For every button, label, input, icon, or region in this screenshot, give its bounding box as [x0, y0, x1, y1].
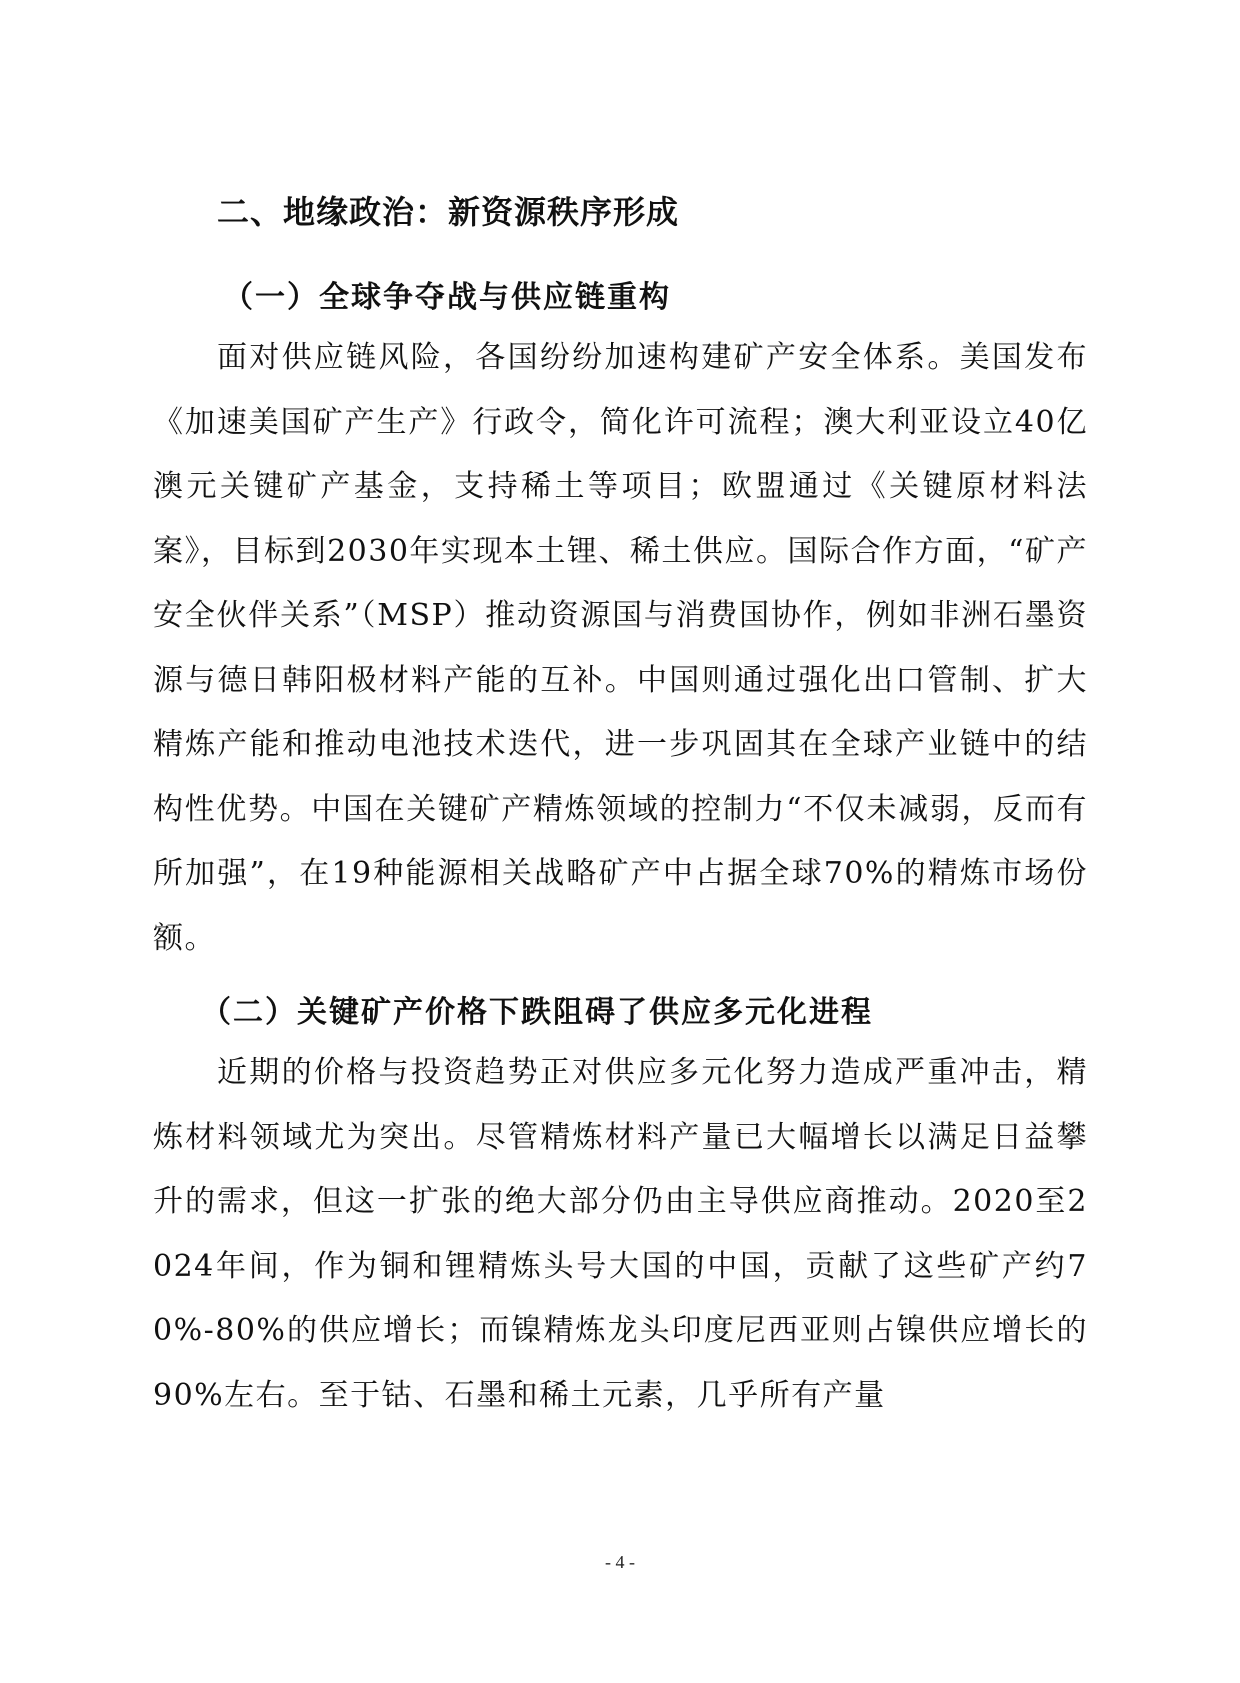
subsection-1-paragraph: 面对供应链风险，各国纷纷加速构建矿产安全体系。美国发布《加速美国矿产生产》行政令，简化许可流程；澳大利亚设立40亿澳元关键矿产基金，支持稀土等项目；欧盟通过《关键原材料法案》，目标到2030年实现本土锂、稀土供应。国际合作方面，“矿产安全伙伴关系”（MSP）推动资源国与消费国协作，例如非洲石墨资源与德日韩阳极材料产能的互补。中国则通过强化出口管制、扩大精炼产能和推动电池技术迭代，进一步巩固其在全球产业链中的结构性优势。中国在关键矿产精炼领域的控制力“不仅未减弱，反而有所加强”，在19种能源相关战略矿产中占据全球70%的精炼市场份额。	[153, 340, 1088, 956]
subsection-2-heading: （二）关键矿产价格下跌阻碍了供应多元化进程	[201, 995, 873, 1030]
subsection-2-paragraph: 近期的价格与投资趋势正对供应多元化努力造成严重冲击，精炼材料领域尤为突出。尽管精炼材料产量已大幅增长以满足日益攀升的需求，但这一扩张的绝大部分仍由主导供应商推动。2020至2024年间，作为铜和锂精炼头号大国的中国，贡献了这些矿产约70%-80%的供应增长；而镍精炼龙头印度尼西亚则占镍供应增长的90%左右。至于钴、石墨和稀土元素，几乎所有产量	[153, 1055, 1088, 1413]
page-number: - 4 -	[605, 1552, 635, 1572]
subsection-1-heading: （一）全球争夺战与供应链重构	[223, 280, 671, 315]
section-heading: 二、地缘政治：新资源秩序形成	[217, 193, 680, 231]
document-body	[153, 190, 1088, 1428]
